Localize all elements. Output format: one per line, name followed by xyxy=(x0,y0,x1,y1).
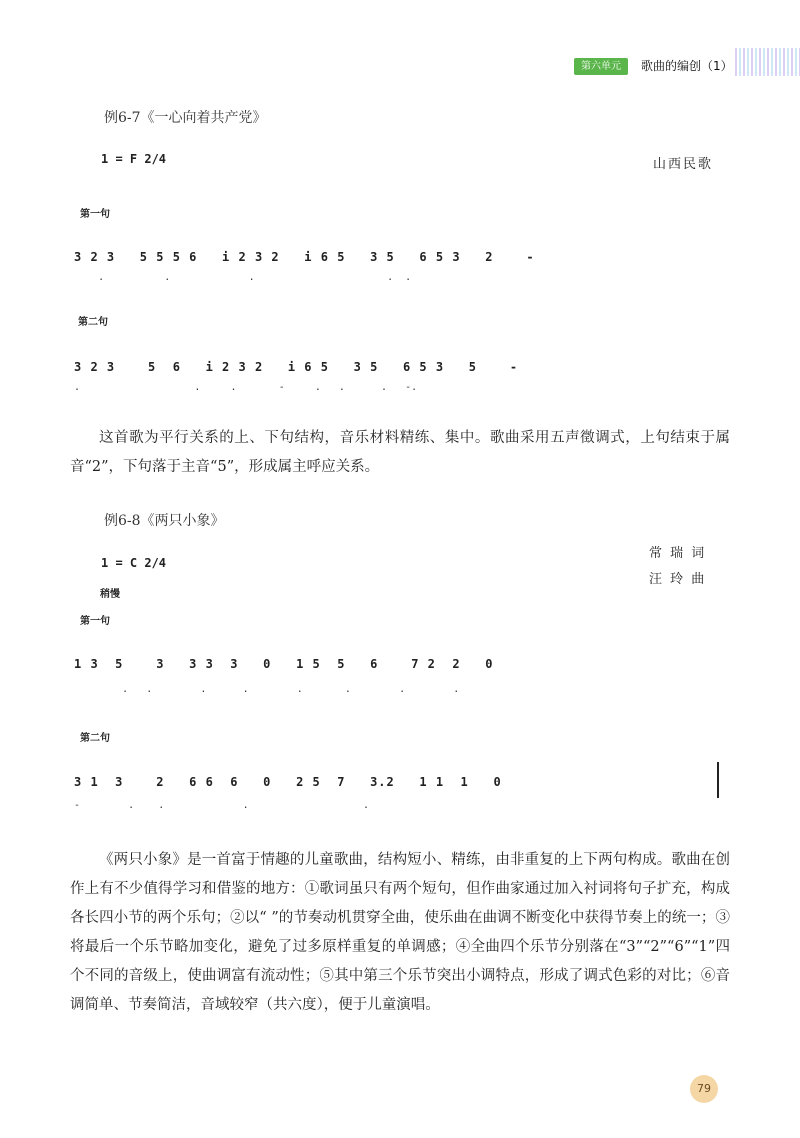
example1-paragraph-text: 这首歌为平行关系的上、下句结构，音乐材料精练、集中。歌曲采用五声徵调式，上句结束于属音“2”，下句落于主音“5”，形成属主呼应关系。 xyxy=(70,430,730,475)
example1-sentence1-label: 第一句 xyxy=(80,209,110,220)
example1-sentence1-notes: 3 2 3 5 5 5 6 i 2 3 2 i 6 5 3 5 6 5 3 2 - xyxy=(74,250,535,264)
example1-sentence2-notes: 3 2 3 5 6 i 2 3 2 i 6 5 3 5 6 5 3 5 - xyxy=(74,360,519,374)
example2-paragraph xyxy=(70,846,730,1020)
example1-sentence2-label: 第二句 xyxy=(78,317,108,328)
page-number: 79 xyxy=(690,1075,718,1103)
example1-paragraph xyxy=(70,424,730,482)
header-decoration xyxy=(735,48,800,76)
example2-lyricist: 常 瑞 词 xyxy=(649,546,707,561)
example2-sentence1-dots: . . . . . . . . xyxy=(74,684,460,695)
example2-sentence2-label: 第二句 xyxy=(80,733,110,744)
example2-paragraph-text: 《两只小象》是一首富于情趣的儿童歌曲，结构短小、精练，由非重复的上下两句构成。歌曲在创作上有不少值得学习和借鉴的地方：①歌词虽只有两个短句，但作曲家通过加入衬词将句子扩充，构成各长四小节的两个乐句；②以“ ”的节奏动机贯穿全曲，使乐曲在曲调不断变化中获得节奏上的统一；③将最后一个乐节略加变化，避免了过多原样重复的单调感；④全曲四个乐节分别落在“3”“2”“6”“1”四个不同的音级上，使曲调富有流动性；⑤其中第三个乐节突出小调特点，形成了调式色彩的对比；⑥音调简单、节奏简洁，音域较窄（共六度），便于儿童演唱。 xyxy=(70,852,730,1013)
example2-sentence2-dots: - . . . . xyxy=(74,800,370,811)
final-barline xyxy=(717,762,719,798)
example2-sentence1-notes: 1 3 5 3 3 3 3 0 1 5 5 6 7 2 2 0 xyxy=(74,657,494,671)
example1-credit: 山西民歌 xyxy=(653,157,714,172)
example2-composer: 汪 玲 曲 xyxy=(649,572,707,587)
header-title: 歌曲的编创（1） xyxy=(641,59,733,73)
example1-key: 1 = F 2/4 xyxy=(101,152,167,166)
header-unit-tab: 第六单元 xyxy=(574,58,628,75)
example1-sentence2-dots: . . . - . . . -. xyxy=(74,382,418,393)
example2-sentence2-notes: 3 1 3 2 6 6 6 0 2 5 7 3.2 1 1 1 0 xyxy=(74,775,502,789)
example2-sentence1-label: 第一句 xyxy=(80,616,110,627)
example2-title: 例6-8《两只小象》 xyxy=(104,513,225,529)
example1-title: 例6-7《一心向着共产党》 xyxy=(104,110,267,126)
example2-tempo: 稍慢 xyxy=(100,589,120,600)
example1-sentence1-dots: . . . . . xyxy=(74,272,412,283)
example2-key: 1 = C 2/4 xyxy=(101,556,167,570)
